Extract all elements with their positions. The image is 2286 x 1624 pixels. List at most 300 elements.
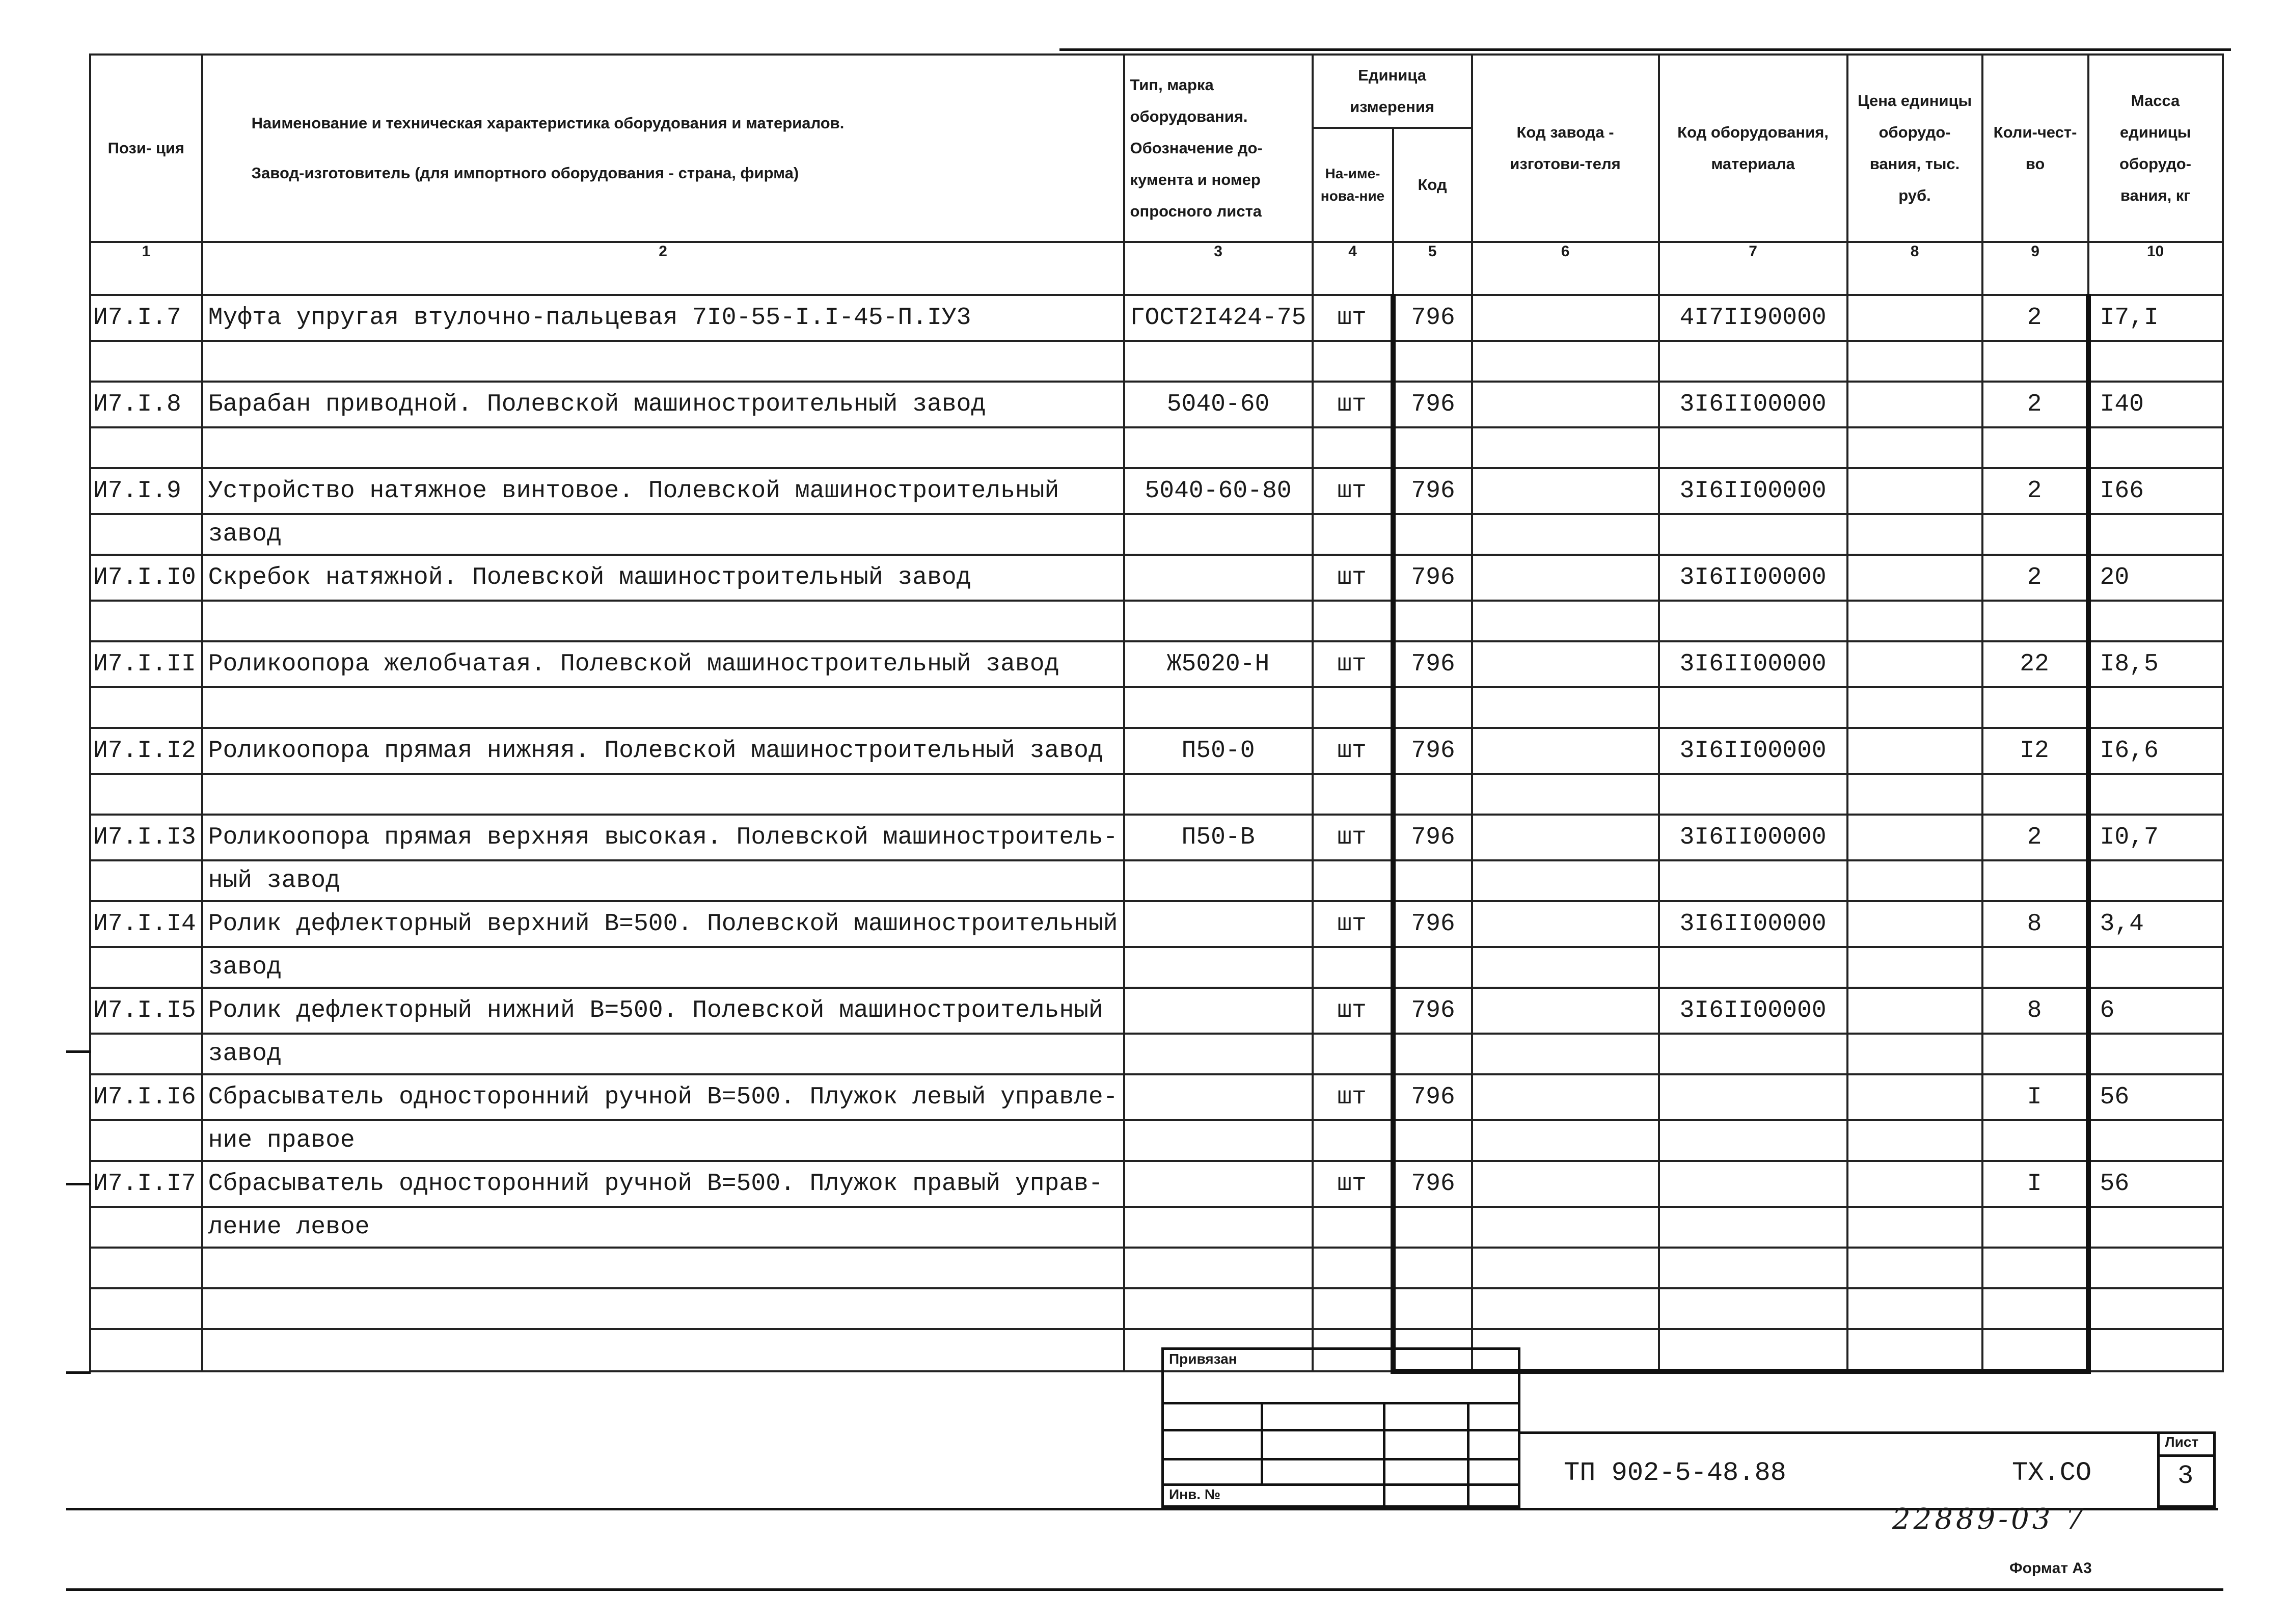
table-row [90,382,2223,427]
cell-empty [1124,1120,1313,1161]
cell-type: П50-В [1124,815,1313,860]
cell-name: Барабан приводной. Полевской машиностроительный завод [202,382,1124,427]
cell-empty [1313,514,1393,555]
cell-empty [90,1288,202,1329]
cell-empty [1847,1248,1982,1288]
cell-empty [1982,860,2088,901]
cell-empty [1393,774,1472,815]
table-row-continuation [90,1120,2223,1161]
table-row-continuation [90,860,2223,901]
header-price: Цена единицы оборудо-вания, тыс. руб. [1847,55,1982,242]
cell-empty [1659,514,1847,555]
cell-price [1847,1161,1982,1207]
cell-empty [1124,427,1313,468]
cell-empty [1124,1288,1313,1329]
margin-tick [66,1371,91,1374]
sheet-label: Лист [2165,1434,2199,1450]
cell-empty [1847,601,1982,641]
document-code: ТП 902-5-48.88 [1564,1458,1786,1488]
cell-mass: I7,I [2088,295,2223,341]
header-unit-group: Единица измерения [1313,55,1472,128]
cell-empty [1982,1120,2088,1161]
cell-empty [2088,1034,2223,1074]
column-number: 2 [202,242,1124,295]
column-number: 10 [2088,242,2223,295]
cell-code: 796 [1393,728,1472,774]
cell-type [1124,1161,1313,1207]
cell-empty [1847,774,1982,815]
cell-empty [202,1248,1124,1288]
column-number: 5 [1393,242,1472,295]
cell-price [1847,901,1982,947]
cell-unit: шт [1313,555,1393,601]
cell-empty [1982,514,2088,555]
cell-empty [1659,774,1847,815]
cell-name-continued [202,427,1124,468]
cell-empty [1982,774,2088,815]
cell-empty [1313,1248,1393,1288]
cell-empty [1982,1329,2088,1371]
cell-empty [1472,514,1659,555]
header-unit-code: Код [1393,128,1472,242]
cell-empty [1313,860,1393,901]
cell-unit: шт [1313,382,1393,427]
cell-pos: И7.I.I5 [90,988,202,1034]
cell-mass: 3,4 [2088,901,2223,947]
cell-mass: I0,7 [2088,815,2223,860]
cell-empty [1982,601,2088,641]
cell-price [1847,988,1982,1034]
header-type: Тип, марка оборудования. Обозначение до-кумента и номер опросного листа [1124,55,1313,242]
section-code: ТХ.СО [2012,1458,2092,1488]
cell-empty [1313,947,1393,988]
cell-empty [1393,341,1472,382]
header-unit-name: На-име-нова-ние [1313,128,1393,242]
cell-name-continued: ление левое [202,1207,1124,1248]
cell-empty [2088,514,2223,555]
table-row [90,468,2223,514]
cell-empty [1393,514,1472,555]
cell-pos: И7.I.I6 [90,1074,202,1120]
cell-empty [1124,860,1313,901]
cell-empty [2088,1248,2223,1288]
sheet-line [2157,1454,2216,1457]
cell-type: 5040-60-80 [1124,468,1313,514]
cell-empty [1124,687,1313,728]
cell-pos: И7.I.I4 [90,901,202,947]
cell-qty: 2 [1982,555,2088,601]
cell-empty [1847,1329,1982,1371]
cell-empty [1847,1034,1982,1074]
cell-price [1847,1074,1982,1120]
stamp-line [1467,1402,1469,1508]
table-row [90,1161,2223,1207]
table-row [90,988,2223,1034]
cell-empty [1472,1120,1659,1161]
table-row [90,295,2223,341]
cell-empty [2088,427,2223,468]
cell-mat [1659,1161,1847,1207]
cell-empty [1982,1288,2088,1329]
cell-code: 796 [1393,815,1472,860]
cell-empty [1124,514,1313,555]
cell-empty [90,1034,202,1074]
column-number: 4 [1313,242,1393,295]
cell-mass: I66 [2088,468,2223,514]
cell-empty [1472,1288,1659,1329]
cell-empty [1982,1207,2088,1248]
header-name [202,55,1124,242]
cell-empty [1393,1120,1472,1161]
cell-empty [2088,1120,2223,1161]
cell-qty: I [1982,1161,2088,1207]
cell-code: 796 [1393,1074,1472,1120]
cell-type: 5040-60 [1124,382,1313,427]
cell-empty [1393,601,1472,641]
cell-empty [1313,774,1393,815]
cell-empty [1982,427,2088,468]
cell-empty [1847,687,1982,728]
cell-type [1124,555,1313,601]
cell-pos: И7.I.8 [90,382,202,427]
cell-empty [1393,947,1472,988]
cell-name: Роликоопора прямая нижняя. Полевской машиностроительный завод [202,728,1124,774]
cell-empty [1124,341,1313,382]
cell-empty [1393,1207,1472,1248]
cell-maker [1472,728,1659,774]
cell-empty [1313,1207,1393,1248]
page-bottom-rule [66,1588,2223,1591]
cell-mass: I40 [2088,382,2223,427]
cell-empty [1393,1034,1472,1074]
cell-empty [1982,341,2088,382]
table-row-continuation [90,774,2223,815]
blank-row [90,1329,2223,1371]
cell-empty [1847,514,1982,555]
cell-unit: шт [1313,1074,1393,1120]
cell-code: 796 [1393,468,1472,514]
cell-empty [1659,341,1847,382]
cell-empty [1472,860,1659,901]
header-name-line1: Наименование и техническая характеристика оборудования и материалов. [251,114,845,132]
header-quantity: Коли-чест-во [1982,55,2088,242]
cell-qty: 8 [1982,901,2088,947]
header-position: Пози- ция [90,55,202,242]
cell-empty [1659,1329,1847,1371]
cell-empty [1124,774,1313,815]
cell-qty: 2 [1982,815,2088,860]
cell-maker [1472,901,1659,947]
cell-name: Сбрасыватель односторонний ручной В=500. Плужок правый управ- [202,1161,1124,1207]
cell-pos: И7.I.II [90,641,202,687]
cell-unit: шт [1313,815,1393,860]
table-row-continuation [90,1034,2223,1074]
cell-empty [1124,601,1313,641]
cell-empty [1124,1207,1313,1248]
cell-empty [1982,1034,2088,1074]
specification-table [89,53,2224,1374]
cell-qty: 2 [1982,382,2088,427]
cell-empty [90,1207,202,1248]
table-row [90,1074,2223,1120]
cell-empty [2088,1329,2223,1371]
cell-empty [1659,860,1847,901]
cell-type [1124,901,1313,947]
cell-price [1847,382,1982,427]
cell-empty [1313,1120,1393,1161]
cell-mat: 3I6II00000 [1659,901,1847,947]
cell-empty [1659,1034,1847,1074]
cell-unit: шт [1313,988,1393,1034]
cell-price [1847,555,1982,601]
attached-label: Привязан [1169,1351,1237,1367]
table-row-continuation [90,341,2223,382]
cell-mat: 3I6II00000 [1659,382,1847,427]
cell-maker [1472,468,1659,514]
cell-empty [1472,341,1659,382]
cell-price [1847,728,1982,774]
cell-empty [1659,1248,1847,1288]
cell-empty [1659,1207,1847,1248]
cell-empty [1659,1120,1847,1161]
cell-empty [1472,1034,1659,1074]
sheet-number: 3 [2178,1461,2194,1491]
cell-code: 796 [1393,988,1472,1034]
cell-pos: И7.I.9 [90,468,202,514]
cell-unit: шт [1313,901,1393,947]
cell-pos: И7.I.I7 [90,1161,202,1207]
paper-format: Формат А3 [2009,1560,2092,1577]
cell-empty [1313,687,1393,728]
cell-type [1124,1074,1313,1120]
cell-empty [90,860,202,901]
inventory-number-label: Инв. № [1169,1486,1221,1502]
cell-mass: I8,5 [2088,641,2223,687]
cell-maker [1472,555,1659,601]
table-row [90,555,2223,601]
cell-price [1847,815,1982,860]
cell-empty [2088,687,2223,728]
cell-empty [90,1329,202,1371]
cell-empty [1847,947,1982,988]
cell-mat: 3I6II00000 [1659,555,1847,601]
cell-unit: шт [1313,295,1393,341]
cell-name: Ролик дефлекторный верхний В=500. Полевской машиностроительный [202,901,1124,947]
cell-pos: И7.I.I2 [90,728,202,774]
cell-qty: 22 [1982,641,2088,687]
cell-empty [1124,947,1313,988]
table-row [90,815,2223,860]
cell-name: Ролик дефлекторный нижний В=500. Полевской машиностроительный [202,988,1124,1034]
cell-empty [1472,947,1659,988]
cell-name: Сбрасыватель односторонний ручной В=500. Плужок левый управле- [202,1074,1124,1120]
cell-empty [1393,687,1472,728]
cell-empty [1393,1288,1472,1329]
cell-pos: И7.I.7 [90,295,202,341]
column-number: 6 [1472,242,1659,295]
cell-empty [1313,341,1393,382]
cell-empty [1659,427,1847,468]
table-row-continuation [90,1207,2223,1248]
cell-maker [1472,1074,1659,1120]
table-row-continuation [90,427,2223,468]
cell-empty [1847,1120,1982,1161]
cell-code: 796 [1393,382,1472,427]
cell-price [1847,468,1982,514]
cell-mat: 3I6II00000 [1659,728,1847,774]
cell-maker [1472,988,1659,1034]
cell-pos: И7.I.I0 [90,555,202,601]
cell-empty [2088,1207,2223,1248]
cell-empty [1393,860,1472,901]
cell-name: Роликоопора желобчатая. Полевской машиностроительный завод [202,641,1124,687]
cell-qty: 2 [1982,295,2088,341]
cell-name-continued [202,341,1124,382]
cell-name: Роликоопора прямая верхняя высокая. Полевской машиностроитель- [202,815,1124,860]
cell-empty [2088,341,2223,382]
stamp-line [1261,1402,1263,1483]
cell-type: ГОСТ2I424-75 [1124,295,1313,341]
cell-unit: шт [1313,641,1393,687]
cell-code: 796 [1393,1161,1472,1207]
blank-row [90,1248,2223,1288]
cell-qty: I [1982,1074,2088,1120]
cell-empty [1393,1248,1472,1288]
cell-empty [1659,1288,1847,1329]
column-number: 1 [90,242,202,295]
cell-empty [1982,1248,2088,1288]
cell-mat: 3I6II00000 [1659,988,1847,1034]
cell-empty [1124,1034,1313,1074]
cell-unit: шт [1313,1161,1393,1207]
header-name-line2: Завод-изготовитель (для импортного оборудования - страна, фирма) [251,164,799,182]
margin-tick [66,1050,91,1053]
cell-mass: 56 [2088,1161,2223,1207]
cell-empty [1472,601,1659,641]
table-row-continuation [90,514,2223,555]
table-row [90,641,2223,687]
cell-type: П50-0 [1124,728,1313,774]
cell-name-continued [202,687,1124,728]
header-material-code: Код оборудования, материала [1659,55,1847,242]
cell-empty [90,1248,202,1288]
cell-mass: 6 [2088,988,2223,1034]
cell-mat: 4I7II90000 [1659,295,1847,341]
margin-tick [66,1183,91,1185]
cell-unit: шт [1313,728,1393,774]
cell-empty [90,947,202,988]
cell-empty [90,427,202,468]
cell-maker [1472,295,1659,341]
cell-empty [2088,1288,2223,1329]
cell-empty [1472,427,1659,468]
cell-empty [90,1120,202,1161]
cell-empty [90,514,202,555]
cell-empty [202,1288,1124,1329]
cell-name-continued [202,774,1124,815]
cell-empty [1847,860,1982,901]
cell-empty [1847,427,1982,468]
cell-code: 796 [1393,641,1472,687]
cell-mass: I6,6 [2088,728,2223,774]
blank-row [90,1288,2223,1329]
cell-empty [1393,427,1472,468]
cell-empty [1472,1207,1659,1248]
column-number: 8 [1847,242,1982,295]
cell-empty [1659,601,1847,641]
cell-empty [1472,687,1659,728]
cell-code: 796 [1393,555,1472,601]
handwritten-number: 22889-03 7 [1892,1503,2087,1536]
cell-mass: 20 [2088,555,2223,601]
cell-name-continued: завод [202,514,1124,555]
cell-empty [1313,1034,1393,1074]
cell-pos: И7.I.I3 [90,815,202,860]
cell-empty [1659,947,1847,988]
table-row-continuation [90,601,2223,641]
title-block-line [1520,1431,2216,1434]
cell-maker [1472,1161,1659,1207]
cell-empty [1982,687,2088,728]
cell-qty: 8 [1982,988,2088,1034]
cell-code: 796 [1393,295,1472,341]
column-number: 3 [1124,242,1313,295]
cell-maker [1472,815,1659,860]
cell-empty [1313,427,1393,468]
top-edge-rule [1059,48,2231,51]
cell-empty [1313,601,1393,641]
column-number: 9 [1982,242,2088,295]
cell-empty [1472,1248,1659,1288]
cell-empty [90,341,202,382]
cell-empty [90,601,202,641]
table-row [90,728,2223,774]
cell-mat [1659,1074,1847,1120]
cell-empty [202,1329,1124,1371]
column-number-row [90,242,2223,295]
cell-name-continued: ный завод [202,860,1124,901]
cell-empty [2088,774,2223,815]
cell-empty [1847,341,1982,382]
cell-empty [2088,860,2223,901]
cell-price [1847,295,1982,341]
cell-qty: I2 [1982,728,2088,774]
cell-name-continued: завод [202,1034,1124,1074]
cell-type [1124,988,1313,1034]
cell-empty [1313,1288,1393,1329]
cell-empty [1982,947,2088,988]
column-number: 7 [1659,242,1847,295]
cell-empty [1847,1288,1982,1329]
header-mass: Масса единицы оборудо-вания, кг [2088,55,2223,242]
cell-maker [1472,641,1659,687]
table-row [90,901,2223,947]
cell-empty [1124,1248,1313,1288]
cell-mat: 3I6II00000 [1659,815,1847,860]
cell-empty [90,687,202,728]
cell-qty: 2 [1982,468,2088,514]
cell-empty [2088,947,2223,988]
table-row-continuation [90,947,2223,988]
stamp-line [1383,1402,1385,1508]
cell-mass: 56 [2088,1074,2223,1120]
header-maker-code: Код завода - изготови-теля [1472,55,1659,242]
cell-empty [2088,601,2223,641]
cell-name: Устройство натяжное винтовое. Полевской машиностроительный [202,468,1124,514]
table-row-continuation [90,687,2223,728]
cell-maker [1472,382,1659,427]
cell-type: Ж5020-Н [1124,641,1313,687]
